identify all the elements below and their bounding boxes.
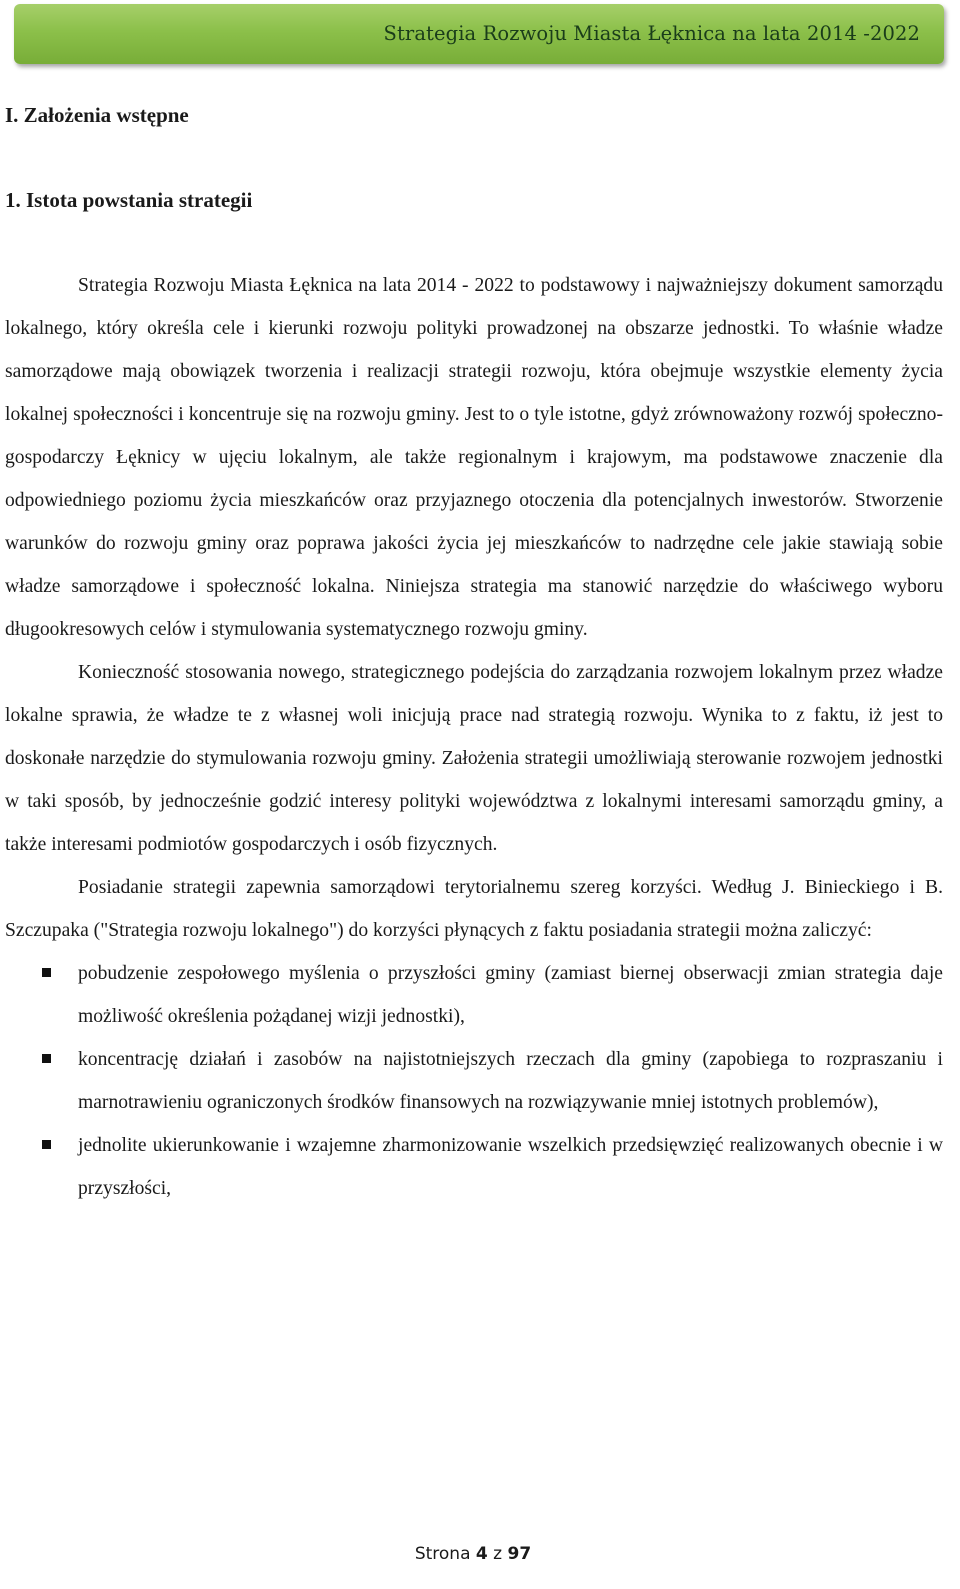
page-footer [0,1544,946,1564]
paragraph: Strategia Rozwoju Miasta Łęknica na lata 2014 - 2022 to podstawowy i najważniejszy dokument samorządu lokalnego, który określa cele i kierunki rozwoju polityki prowadzonej na obszarze jednostki. To właśnie władze samorządowe mają obowiązek tworzenia i realizacji strategii rozwoju, która obejmuje wszystkie elementy życia lokalnej społeczności i koncentruje się na rozwoju gminy. Jest to o tyle istotne, gdyż zrównoważony rozwój społeczno-gospodarczy Łęknicy w ujęciu lokalnym, ale także regionalnym i krajowym, ma podstawowe znaczenie dla odpowiedniego poziomu życia mieszkańców oraz przyjaznego otoczenia dla potencjalnych inwestorów. Stworzenie warunków do rozwoju gminy oraz poprawa jakości życia jej mieszkańców to nadrzędne cele jakie stawiają sobie władze samorządowe i społeczność lokalna. Niniejsza strategia ma stanowić narzędzie do właściwego wyboru długookresowych celów i stymulowania systematycznego rozwoju gminy. [5,275,943,640]
benefits-list [5,952,943,1210]
paragraph: Posiadanie strategii zapewnia samorządowi terytorialnemu szereg korzyści. Według J. Binieckiego i B. Szczupaka ("Strategia rozwoju lokalnego") do korzyści płynących z faktu posiadania strategii można zaliczyć: [5,877,943,941]
paragraph: Konieczność stosowania nowego, strategicznego podejścia do zarządzania rozwojem lokalnym przez władze lokalne sprawia, że władze te z własnej woli inicjują prace nad strategią rozwoju. Wynika to z faktu, iż jest to doskonałe narzędzie do stymulowania rozwoju gminy. Założenia strategii umożliwiają sterowanie rozwojem jednostki w taki sposób, by jednocześnie godzić interesy polityki województwa z lokalnymi interesami samorządu gminy, a także interesami podmiotów gospodarczych i osób fizycznych. [5,662,943,855]
square-bullet-icon [42,968,51,977]
footer-prefix: Strona [414,1544,471,1564]
document-body [5,264,943,1210]
list-item [5,1038,943,1124]
square-bullet-icon [42,1140,51,1149]
subsection-title: 1. Istota powstania strategii [5,188,253,212]
footer-separator: z [493,1544,503,1564]
list-item-text: pobudzenie zespołowego myślenia o przyszłości gminy (zamiast biernej obserwacji zmian strategia daje możliwość określenia pożądanej wizji jednostki), [78,963,943,1027]
list-item [5,952,943,1038]
current-page-number: 4 [475,1544,488,1564]
page-header-banner [14,4,944,64]
header-title: Strategia Rozwoju Miasta Łęknica na lata 2014 -2022 [383,22,920,45]
list-item-text: jednolite ukierunkowanie i wzajemne zharmonizowanie wszelkich przedsięwzięć realizowanych obecnie i w przyszłości, [78,1135,943,1199]
list-item [5,1124,943,1210]
square-bullet-icon [42,1054,51,1063]
total-pages: 97 [507,1544,532,1564]
list-item-text: koncentrację działań i zasobów na najistotniejszych rzeczach dla gminy (zapobiega to rozpraszaniu i marnotrawieniu ograniczonych środków finansowych na rozwiązywanie mniej istotnych problemów), [78,1049,943,1113]
section-title: I. Założenia wstępne [5,103,189,127]
